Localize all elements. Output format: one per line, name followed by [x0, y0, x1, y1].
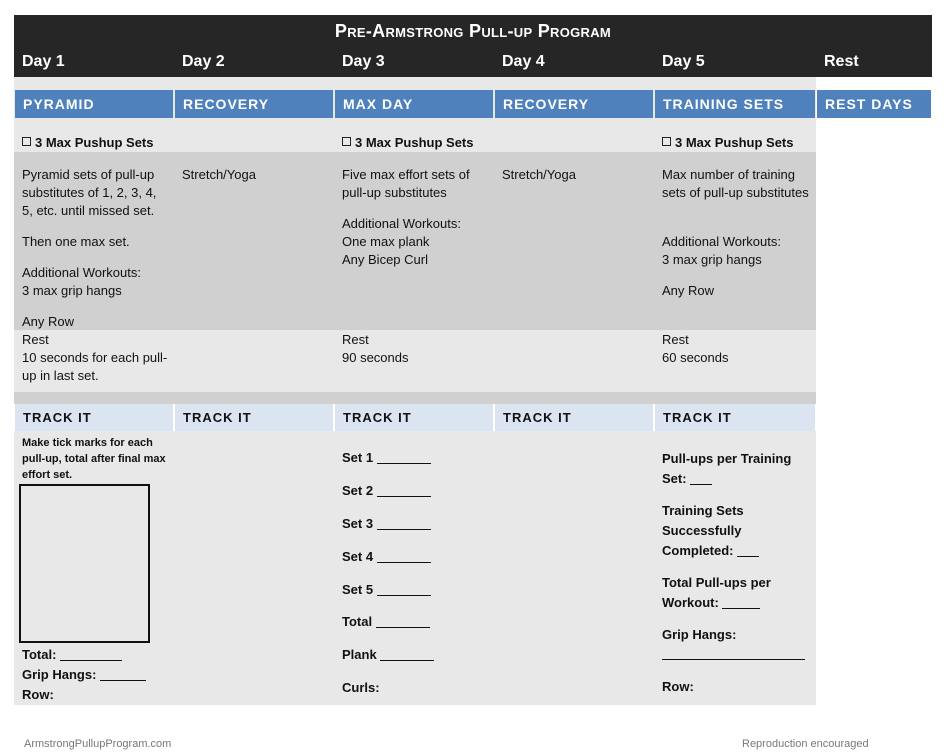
day-1-label: Day 1	[22, 53, 65, 70]
set-5-blank[interactable]	[377, 594, 431, 596]
day2-description: Stretch/Yoga	[182, 167, 256, 182]
track-header-day4: TRACK IT	[495, 404, 653, 431]
set-4-blank[interactable]	[377, 561, 431, 563]
track1-total[interactable]: Total:	[22, 646, 122, 664]
total-field[interactable]: Total	[342, 613, 430, 631]
day4-description: Stretch/Yoga	[502, 167, 576, 182]
track1-grip[interactable]: Grip Hangs:	[22, 666, 146, 684]
day1-description: Pyramid sets of pull-up substitutes of 1, 2, 3, 4, 5, etc. until missed set.	[22, 167, 157, 218]
header-training-sets: TRAINING SETS	[655, 90, 815, 118]
separator-row-bg	[14, 392, 816, 404]
day1-grip-hangs: 3 max grip hangs	[22, 283, 122, 298]
pullups-per-set-field[interactable]: Pull-ups per Training Set:	[662, 451, 792, 486]
pushup-item-day1[interactable]: 3 Max Pushup Sets	[22, 134, 153, 152]
day5-grip-field: Grip Hangs:	[662, 627, 737, 642]
track-header-day2: TRACK IT	[175, 404, 333, 431]
grip-hangs-blank[interactable]	[662, 659, 805, 660]
curls-field: Curls:	[342, 680, 380, 695]
track1-instructions: Make tick marks for each pull-up, total after final max effort set.	[22, 437, 166, 481]
pushup-item-day3[interactable]: 3 Max Pushup Sets	[342, 134, 473, 152]
day5-row: Any Row	[662, 283, 715, 298]
day-3-label: Day 3	[342, 53, 385, 70]
plank-blank[interactable]	[380, 659, 434, 661]
day-5-label: Day 5	[662, 53, 705, 70]
day5-row-field: Row:	[662, 679, 694, 694]
day5-description: Max number of training sets of pull-up substitutes	[662, 167, 809, 200]
day-bar	[14, 47, 932, 77]
header-recovery-1: RECOVERY	[175, 90, 333, 118]
day-4-label: Day 4	[502, 53, 545, 70]
day1-rest-label: Rest	[22, 332, 49, 347]
day3-description: Five max effort sets of pull-up substitutes	[342, 167, 470, 200]
track1-row: Row:	[22, 687, 54, 702]
set-3-blank[interactable]	[377, 528, 431, 530]
header-max-day: MAX DAY	[335, 90, 493, 118]
program-title: Pre-Armstrong Pull-up Program	[14, 15, 932, 47]
rest-day-label: Rest	[824, 53, 859, 70]
day3-plank: One max plank	[342, 234, 430, 249]
footer-reproduction: Reproduction encouraged	[742, 738, 869, 750]
day5-grip-hangs: 3 max grip hangs	[662, 252, 762, 267]
set-2-blank[interactable]	[377, 495, 431, 497]
total-pullups-blank[interactable]	[722, 607, 760, 609]
day5-rest-value: 60 seconds	[662, 350, 729, 365]
track-header-day1: TRACK IT	[15, 404, 173, 431]
pushup-item-day5[interactable]: 3 Max Pushup Sets	[662, 134, 793, 152]
day3-rest-label: Rest	[342, 332, 369, 347]
total-pullups-field[interactable]: Total Pull-ups per Workout:	[662, 575, 771, 610]
checkbox-icon[interactable]	[22, 137, 31, 146]
day3-rest-value: 90 seconds	[342, 350, 409, 365]
training-sets-completed-field[interactable]: Training Sets Successfully Completed:	[662, 501, 812, 561]
day1-row: Any Row	[22, 314, 75, 329]
header-rest-days: REST DAYS	[817, 90, 931, 118]
set-1-blank[interactable]	[377, 462, 431, 464]
track-header-day5: TRACK IT	[655, 404, 815, 431]
grip-blank[interactable]	[100, 679, 146, 681]
checkbox-icon[interactable]	[662, 137, 671, 146]
footer-website: ArmstrongPullupProgram.com	[24, 738, 172, 750]
total-sets-blank[interactable]	[376, 626, 430, 628]
set-2-field[interactable]: Set 2	[342, 482, 431, 500]
day1-max-set: Then one max set.	[22, 234, 130, 249]
day5-additional-label: Additional Workouts:	[662, 234, 781, 249]
training-sets-blank[interactable]	[737, 555, 759, 557]
day1-additional-label: Additional Workouts:	[22, 265, 141, 280]
set-3-field[interactable]: Set 3	[342, 515, 431, 533]
set-1-field[interactable]: Set 1	[342, 449, 431, 467]
day3-curl: Any Bicep Curl	[342, 252, 428, 267]
track-header-day3: TRACK IT	[335, 404, 493, 431]
tick-mark-box[interactable]	[19, 484, 150, 643]
plank-field[interactable]: Plank	[342, 646, 434, 664]
total-blank[interactable]	[60, 659, 122, 661]
checkbox-icon[interactable]	[342, 137, 351, 146]
header-pyramid: PYRAMID	[15, 90, 173, 118]
pullups-per-set-blank[interactable]	[690, 483, 712, 485]
day1-rest-value: 10 seconds for each pull-up in last set.	[22, 350, 168, 383]
set-5-field[interactable]: Set 5	[342, 581, 431, 599]
day5-rest-label: Rest	[662, 332, 689, 347]
header-recovery-2: RECOVERY	[495, 90, 653, 118]
day-2-label: Day 2	[182, 53, 225, 70]
day3-additional-label: Additional Workouts:	[342, 216, 461, 231]
set-4-field[interactable]: Set 4	[342, 548, 431, 566]
